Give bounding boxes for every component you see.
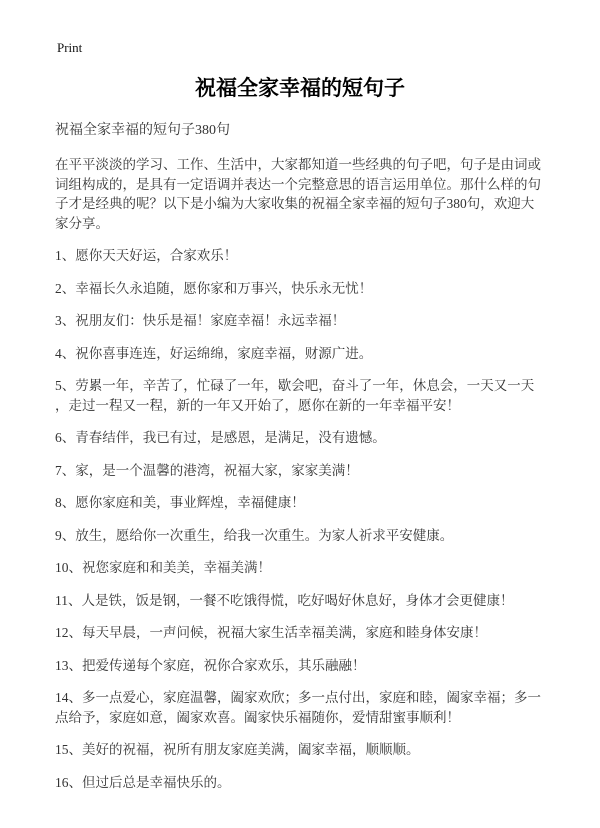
list-item: 1、愿你天天好运，合家欢乐！ xyxy=(55,248,238,263)
print-button[interactable]: Print xyxy=(57,40,83,55)
intro-paragraph: 在平平淡淡的学习、工作、生活中，大家都知道一些经典的句子吧，句子是由词或词组构成的，是具有一定语调并表达一个完整意思的语言运用单位。那什么样的句子才是经典的呢？以下是小编为大家收集的祝福全家幸福的短句子380句，欢迎大家分享。 xyxy=(55,157,541,231)
list-item: 12、每天早晨，一声问候，祝福大家生活幸福美满，家庭和睦身体安康！ xyxy=(55,625,487,640)
page-subtitle: 祝福全家幸福的短句子380句 xyxy=(55,123,230,138)
list-item: 2、幸福长久永追随，愿你家和万事兴，快乐永无忧！ xyxy=(55,280,373,296)
list-item: 11、人是铁，饭是钢，一餐不吃饿得慌，吃好喝好休息好，身体才会更健康！ xyxy=(55,592,514,608)
list-item: 16、但过后总是幸福快乐的。 xyxy=(55,774,231,790)
list-item: 15、美好的祝福，祝所有朋友家庭美满，阖家幸福，顺顺顺。 xyxy=(55,742,420,757)
list-item: 5、劳累一年，辛苦了，忙碌了一年，歇会吧，奋斗了一年，休息会，一天又一天，走过一程又一程，新的一年又开始了，愿你在新的一年幸福平安！ xyxy=(55,378,535,413)
list-item: 14、多一点爱心，家庭温馨，阖家欢欣；多一点付出，家庭和睦，阖家幸福；多一点给予，家庭如意，阖家欢喜。阖家快乐福随你，爱情甜蜜事顺利！ xyxy=(55,690,541,725)
list-item: 13、把爱传递每个家庭，祝你合家欢乐，其乐融融！ xyxy=(55,657,366,673)
list-item: 3、祝朋友们：快乐是福！家庭幸福！永远幸福！ xyxy=(55,313,346,328)
list-item: 6、青春结伴，我已有过，是感恩，是满足，没有遗憾。 xyxy=(55,430,386,445)
list-item: 7、家，是一个温馨的港湾，祝福大家，家家美满！ xyxy=(55,462,359,478)
list-item: 9、放生，愿给你一次重生，给我一次重生。为家人祈求平安健康。 xyxy=(55,527,454,543)
page-title: 祝福全家幸福的短句子 xyxy=(195,76,405,100)
list-item: 4、祝你喜事连连，好运绵绵，家庭幸福，财源广进。 xyxy=(55,345,373,361)
list-item: 8、愿你家庭和美，事业辉煌，幸福健康！ xyxy=(55,495,305,510)
list-item: 10、祝您家庭和和美美，幸福美满！ xyxy=(55,560,271,575)
